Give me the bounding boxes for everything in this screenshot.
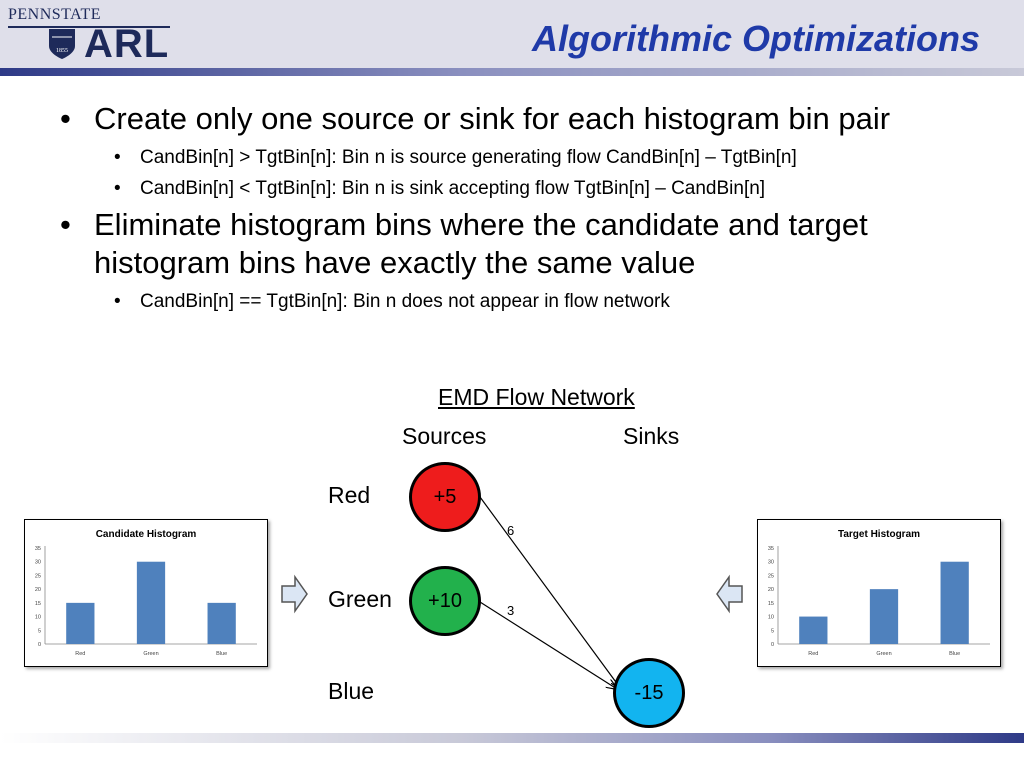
bar: [799, 617, 827, 644]
y-tick-label: 10: [767, 614, 774, 621]
network-title: EMD Flow Network: [438, 384, 635, 410]
x-tick-label: Blue: [949, 651, 961, 657]
x-tick-label: Red: [75, 651, 86, 657]
x-tick-label: Red: [808, 651, 819, 657]
page-title: Algorithmic Optimizations: [531, 18, 980, 59]
bullet-item: • Eliminate histogram bins where the candidate and target histogram bins have exactly the same value: [60, 206, 990, 282]
sub-bullet-item: • CandBin[n] == TgtBin[n]: Bin n does not appear in flow network: [60, 288, 990, 315]
y-tick-label: 0: [770, 642, 774, 648]
y-tick-label: 25: [34, 573, 41, 580]
sources-label: Sources: [402, 423, 487, 449]
bar: [941, 562, 969, 644]
row-label-blue: Blue: [328, 678, 375, 704]
left-arrow-icon: [714, 574, 744, 614]
y-tick-label: 15: [34, 600, 41, 607]
right-arrow-icon: [280, 574, 310, 614]
y-tick-label: 15: [767, 600, 774, 607]
x-tick-label: Blue: [216, 651, 228, 657]
y-tick-label: 30: [34, 559, 41, 566]
y-tick-label: 10: [34, 614, 41, 621]
bar: [870, 589, 898, 644]
sinks-label: Sinks: [623, 423, 680, 449]
x-tick-label: Green: [143, 651, 159, 657]
bar: [66, 603, 94, 644]
chart-title: Target Histogram: [837, 529, 921, 540]
edge-red-to-blue: [480, 497, 621, 689]
sub-bullet-item: • CandBin[n] < TgtBin[n]: Bin n is sink accepting flow TgtBin[n] – CandBin[n]: [60, 175, 990, 202]
y-tick-label: 20: [34, 587, 41, 594]
x-tick-label: Green: [876, 651, 892, 657]
target-histogram: [757, 519, 1001, 667]
source-node-red: [409, 462, 481, 532]
y-tick-label: 5: [770, 628, 774, 635]
source-node-green: [409, 566, 481, 636]
y-tick-label: 35: [767, 546, 774, 552]
edge-green-to-blue: [480, 602, 617, 689]
arl-logo: ARL: [84, 22, 170, 66]
edge-flow-label: 3: [507, 603, 515, 618]
y-tick-label: 25: [767, 573, 774, 580]
shield-year: 1855: [56, 48, 68, 54]
candidate-histogram-chart: [25, 520, 267, 666]
node-value: +5: [433, 485, 457, 508]
row-label-green: Green: [328, 586, 392, 612]
y-tick-label: 30: [767, 559, 774, 566]
bar: [137, 562, 165, 644]
node-value: -15: [634, 681, 664, 704]
candidate-histogram: [24, 519, 268, 667]
y-tick-label: 35: [34, 546, 41, 552]
y-tick-label: 20: [767, 587, 774, 594]
footer-rule: [0, 733, 1024, 743]
y-tick-label: 0: [37, 642, 41, 648]
sub-bullet-item: • CandBin[n] > TgtBin[n]: Bin n is source generating flow CandBin[n] – TgtBin[n]: [60, 144, 990, 171]
y-tick-label: 5: [37, 628, 41, 635]
sink-node-blue: [613, 658, 685, 728]
target-histogram-chart: [758, 520, 1000, 666]
node-value: +10: [428, 589, 462, 612]
row-label-red: Red: [328, 482, 371, 508]
bullet-item: • Create only one source or sink for each histogram bin pair: [60, 100, 990, 138]
chart-title: Candidate Histogram: [95, 529, 197, 540]
pennstate-wordmark: PENNSTATE: [8, 6, 101, 23]
edge-flow-label: 6: [507, 523, 515, 538]
bar: [208, 603, 236, 644]
